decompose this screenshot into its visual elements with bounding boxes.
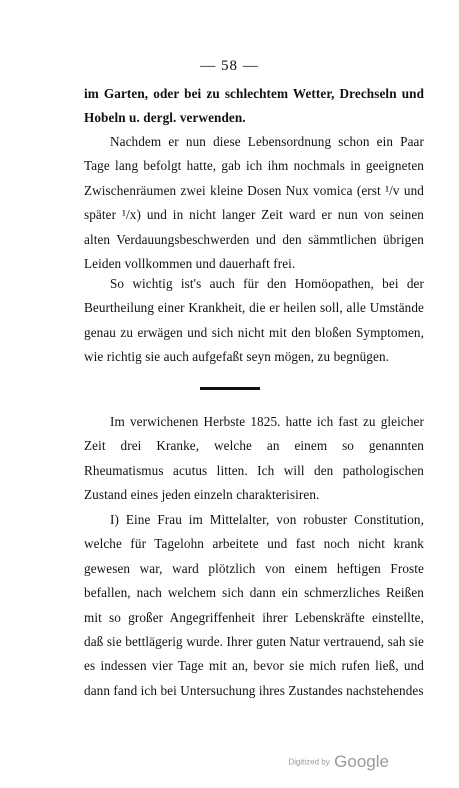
digitized-watermark <box>288 752 389 772</box>
digitized-label: Digitized by <box>288 757 330 767</box>
paragraph-4: Im verwichenen Herbste 1825. hatte ich fast zu gleicher Zeit drei Kranke, welche an einem so genannten Rheumatismus acutus litten. Ich will den pathologischen Zustand eines jeden einzeln charakterisiren. <box>84 414 424 503</box>
google-logo: Google <box>334 752 389 771</box>
paragraph-3: So wichtig ist's auch für den Homöopathen, bei der Beurtheilung einer Krankheit, die er heilen soll, alle Umstände genau zu erwägen und sich nicht mit den bloßen Symptomen, wie richtig sie auch aufgefaßt seyn mögen, zu begnügen. <box>84 276 424 365</box>
page-number: — 58 — <box>200 58 259 74</box>
section-divider <box>200 387 260 390</box>
paragraph-1: im Garten, oder bei zu schlechtem Wetter, Drechseln und Hobeln u. dergl. verwenden. <box>84 86 424 126</box>
paragraph-5: I) Eine Frau im Mittelalter, von robuster Constitution, welche für Tagelohn arbeitete und fast noch nicht krank gewesen war, ward plötzlich von einem heftigen Froste befallen, nach welchem sich dann ein schmerzliches Reißen mit so großer Angegriffenheit ihrer Lebenskräfte einstellte, daß sie bettlägerig wurde. Ihrer guten Natur vertrauend, sah sie es indessen vier Tage mit an, bevor sie mich rufen ließ, und dann fand ich bei Untersuchung ihres Zustandes nachstehendes <box>84 512 424 698</box>
paragraph-2: Nachdem er nun diese Lebensordnung schon ein Paar Tage lang befolgt hatte, gab ich ihm nochmals in geeigneten Zwischenräumen zwei kleine Dosen Nux vomica (erst ¹/v und später ¹/x) und in nicht langer Zeit ward er nun von seinen alten Verdauungsbeschwerden und den sämmtlichen übrigen Leiden vollkommen und dauerhaft frei. <box>84 134 424 272</box>
